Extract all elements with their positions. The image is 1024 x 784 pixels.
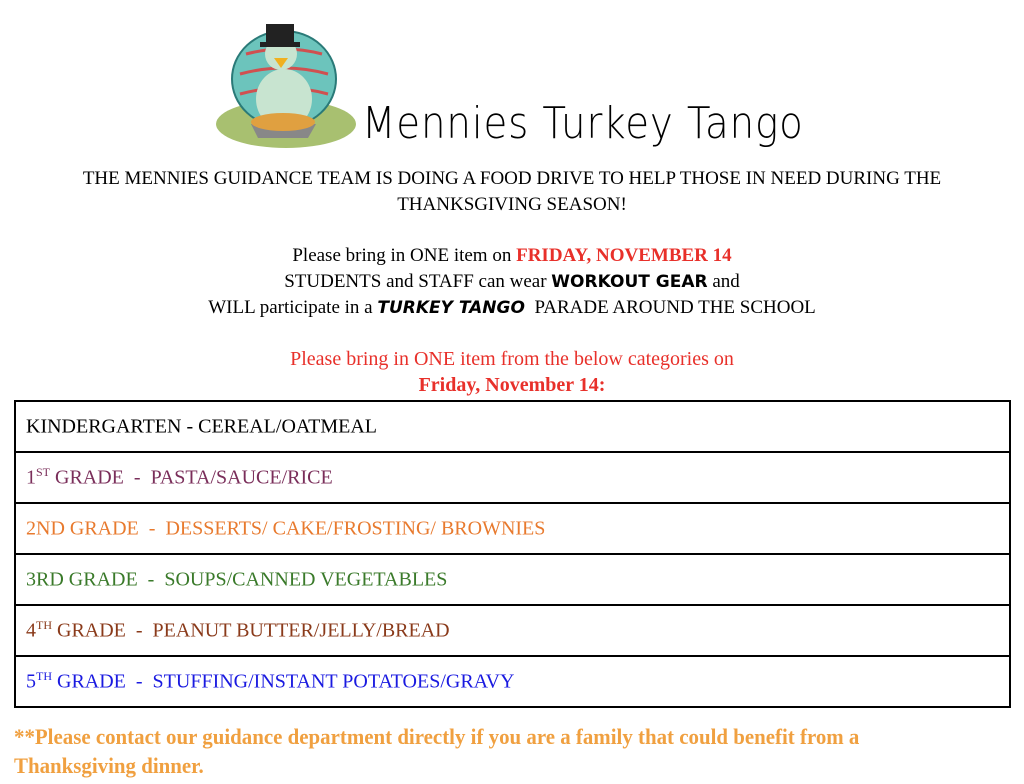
- grade-item: - STUFFING/INSTANT POTATOES/GRAVY: [125, 670, 515, 693]
- parade-suffix: PARADE AROUND THE SCHOOL: [524, 297, 816, 318]
- grade-category-cell: [15, 605, 1010, 656]
- grade-label: 3RD GRADE: [26, 568, 138, 591]
- grade-suffix: ST: [36, 465, 51, 480]
- grade-label: 2ND GRADE: [26, 517, 139, 540]
- parade-line: [0, 295, 1024, 321]
- grade-item: - DESSERTS/ CAKE/FROSTING/ BROWNIES: [138, 517, 546, 540]
- grade-item: - CEREAL/OATMEAL: [181, 415, 377, 438]
- grade-item: - SOUPS/CANNED VEGETABLES: [137, 568, 448, 591]
- grade-label: 4: [26, 619, 36, 642]
- grade-label: 5: [26, 670, 36, 693]
- categories-line: Please bring in ONE item from the below categories on: [290, 348, 734, 370]
- parade-text: WILL participate in a: [208, 297, 378, 318]
- categories-intro: [0, 346, 1024, 398]
- turkey-logo-image: [216, 14, 366, 149]
- turkey-tango: TURKEY TANGO: [377, 298, 525, 318]
- intro-text: [0, 166, 1024, 218]
- bring-line: [0, 243, 1024, 269]
- grade-category-cell: [15, 452, 1010, 503]
- grade-label: KINDERGARTEN: [26, 415, 182, 438]
- grade-category-cell: [15, 503, 1010, 554]
- grade-category-cell: [15, 401, 1010, 452]
- wear-text: STUDENTS and STAFF can wear: [284, 271, 552, 292]
- wear-suffix: and: [707, 271, 740, 292]
- grade-categories-table: [14, 400, 1011, 708]
- table-row: [15, 452, 1010, 503]
- wear-line: [0, 269, 1024, 295]
- contact-note: **Please contact our guidance department directly if you are a family that could benefit from a Thanksgiving dinner.: [14, 724, 860, 778]
- table-row: [15, 401, 1010, 452]
- grade-word: GRADE: [52, 670, 126, 693]
- grade-category-cell: [15, 554, 1010, 605]
- grade-label: 1: [26, 466, 36, 489]
- event-details: [0, 243, 1024, 321]
- grade-word: GRADE: [52, 619, 126, 642]
- intro-line: THANKSGIVING SEASON!: [397, 194, 627, 215]
- grade-word: GRADE: [50, 466, 124, 489]
- grade-category-cell: [15, 656, 1010, 707]
- categories-date: Friday, November 14:: [418, 374, 606, 396]
- grade-suffix: TH: [36, 618, 52, 633]
- intro-line: THE MENNIES GUIDANCE TEAM IS DOING A FOOD DRIVE TO HELP THOSE IN NEED DURING THE: [82, 168, 942, 189]
- grade-item: - PEANUT BUTTER/JELLY/BREAD: [125, 619, 450, 642]
- grade-suffix: TH: [36, 669, 52, 684]
- table-row: [15, 656, 1010, 707]
- grade-item: - PASTA/SAUCE/RICE: [123, 466, 333, 489]
- table-row: [15, 605, 1010, 656]
- event-date: FRIDAY, NOVEMBER 14: [516, 245, 732, 266]
- page-title: Mennies Turkey Tango: [362, 98, 804, 149]
- bring-text: Please bring in ONE item on: [292, 245, 517, 266]
- table-row: [15, 503, 1010, 554]
- workout-gear: WORKOUT GEAR: [551, 272, 708, 292]
- table-row: [15, 554, 1010, 605]
